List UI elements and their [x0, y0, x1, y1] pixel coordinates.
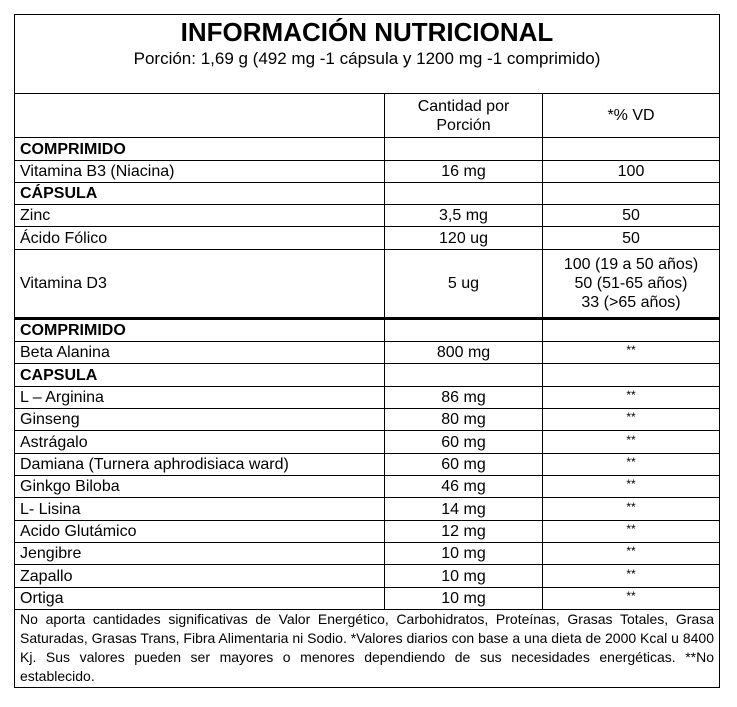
nutrient-vd: 100: [617, 163, 645, 180]
nutrient-vd: **: [626, 432, 636, 447]
section-row: [15, 183, 719, 205]
nutrient-vd: **: [626, 477, 636, 491]
header-amount-line2: Porción: [436, 116, 491, 134]
footnote-text: No aporta cantidades significativas de Valor Energético, Carbohidratos, Proteínas, Grasas Totales, Grasa Saturadas, Grasas Trans, Fibra Alimentaria ni Sodio. *Valores diarios con base a una dieta de 2000 Kcal u 8400 Kj. Sus valores pueden ser mayores o menores dependiendo de sus necesidades energéticas. **No establecido.: [20, 611, 714, 684]
nutrient-amount: 86 mg: [385, 387, 543, 408]
section-label: COMPRIMIDO: [15, 320, 385, 341]
nutrient-amount: 10 mg: [385, 565, 543, 587]
section-label: CAPSULA: [15, 364, 385, 386]
table-header-row: [15, 94, 719, 138]
nutrient-name: Vitamina D3: [15, 250, 385, 317]
nutrient-name: Ginkgo Biloba: [15, 476, 385, 497]
nutrient-vd: **: [626, 566, 636, 581]
table-row: [15, 565, 719, 588]
nutrient-vd: **: [626, 499, 636, 514]
nutrient-amount: 14 mg: [385, 498, 543, 520]
nutrient-amount: 800 mg: [385, 342, 543, 363]
table-row: [15, 161, 719, 183]
section-label: CÁPSULA: [15, 183, 385, 204]
nutrient-name: Beta Alanina: [15, 342, 385, 363]
nutrient-amount: 16 mg: [385, 161, 543, 182]
nutrient-vd: 50: [622, 207, 640, 224]
nutrient-vd: **: [626, 522, 636, 536]
nutrient-name: Ortiga: [15, 588, 385, 609]
nutrient-name: Jengibre: [15, 543, 385, 564]
table-row: [15, 205, 719, 227]
nutrient-name: Damiana (Turnera aphrodisiaca ward): [15, 454, 385, 475]
nutrient-amount: 5 ug: [385, 250, 543, 317]
table-row: [15, 521, 719, 543]
nutrient-name: Ácido Fólico: [15, 227, 385, 249]
nutrient-amount: 60 mg: [385, 431, 543, 453]
nutrient-vd: **: [626, 410, 636, 424]
nutrient-vd: **: [626, 544, 636, 558]
table-row: [15, 588, 719, 610]
nutrient-vd: **: [626, 388, 636, 402]
nutrition-facts-panel: [14, 14, 720, 688]
nutrient-name: L- Lisina: [15, 498, 385, 520]
table-row: [15, 342, 719, 364]
vd-age-65-plus: 33 (>65 años): [581, 294, 681, 311]
nutrient-vd: **: [626, 455, 636, 469]
table-row: [15, 431, 719, 454]
section-row: [15, 138, 719, 161]
table-row: [15, 387, 719, 409]
panel-title: INFORMACIÓN NUTRICIONAL: [180, 17, 554, 47]
section-label: COMPRIMIDO: [15, 138, 385, 160]
nutrition-header: [15, 15, 719, 94]
nutrient-name: Vitamina B3 (Niacina): [15, 161, 385, 182]
nutrient-amount: 3,5 mg: [385, 205, 543, 226]
table-row: [15, 250, 719, 320]
table-row: [15, 543, 719, 565]
table-row: [15, 409, 719, 431]
nutrient-name: Zinc: [15, 205, 385, 226]
nutrient-name: L – Arginina: [15, 387, 385, 408]
nutrient-amount: 80 mg: [385, 409, 543, 430]
nutrient-amount: 46 mg: [385, 476, 543, 497]
table-row: [15, 476, 719, 498]
nutrient-name: Acido Glutámico: [15, 521, 385, 542]
nutrient-amount: 60 mg: [385, 454, 543, 475]
nutrient-amount: 10 mg: [385, 543, 543, 564]
nutrient-name: Zapallo: [15, 565, 385, 587]
table-row: [15, 227, 719, 250]
nutrient-name: Astrágalo: [15, 431, 385, 453]
nutrient-amount: 10 mg: [385, 588, 543, 609]
header-empty-cell: [15, 94, 385, 137]
nutrient-amount: 120 ug: [385, 227, 543, 249]
section-row: [15, 320, 719, 342]
header-amount: [385, 94, 543, 137]
header-vd: *% VD: [607, 107, 655, 124]
portion-text: Porción: 1,69 g (492 mg -1 cápsula y 1200 mg -1 comprimido): [133, 49, 601, 68]
nutrient-vd-by-age: [543, 250, 719, 317]
nutrient-name: Ginseng: [15, 409, 385, 430]
table-row: [15, 454, 719, 476]
nutrient-vd: **: [626, 343, 636, 357]
header-amount-line1: Cantidad por: [417, 97, 510, 115]
table-row: [15, 498, 719, 521]
vd-age-19-50: 100 (19 a 50 años): [563, 256, 699, 273]
vd-age-51-65: 50 (51-65 años): [574, 275, 688, 292]
section-row: [15, 364, 719, 387]
nutrient-vd: **: [626, 589, 636, 603]
nutrient-vd: 50: [622, 229, 640, 247]
nutrient-amount: 12 mg: [385, 521, 543, 542]
